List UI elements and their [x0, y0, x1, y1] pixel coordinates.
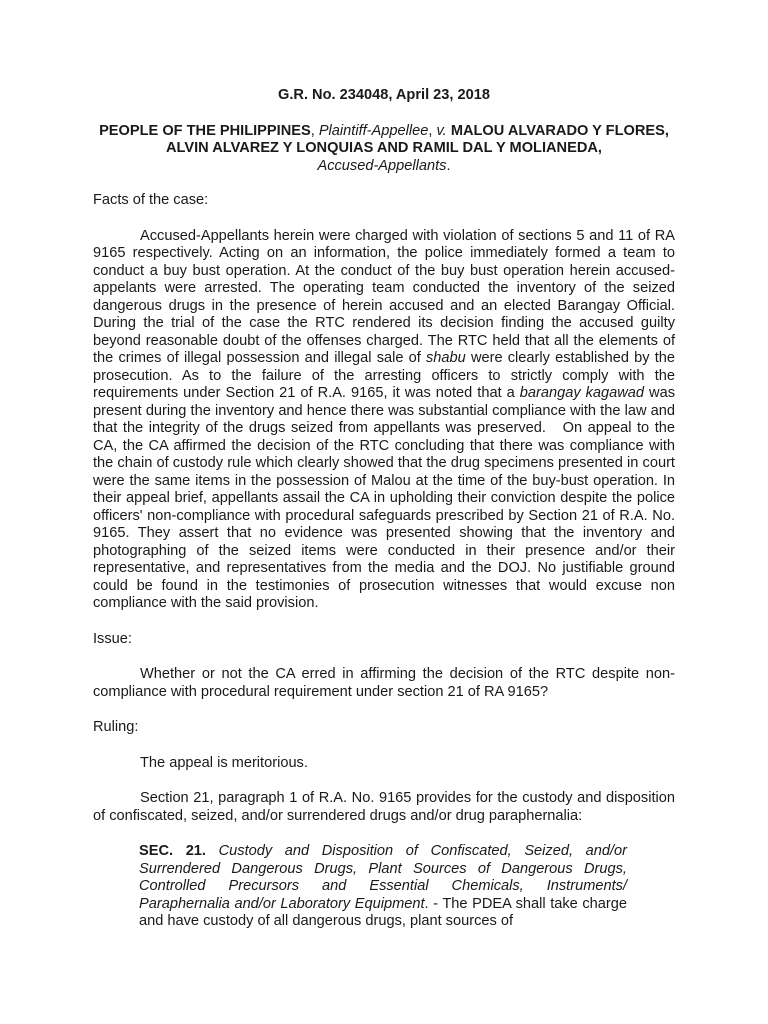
statute-quote-block — [139, 843, 627, 931]
facts-text-part3: was present during the inventory and hence there was substantial compliance with the law and that the integrity of the drugs seized from appellants was preserved. On appeal to the CA, the CA affirmed the decision of the RTC concluding that there was compliance with the chain of custody rule which clearly showed that the drug specimens presented in court were the same items in the possession of Malou at the time of the buy-bust operation. In their appeal brief, appellants assail the CA in upholding their conviction despite the police officers' non-compliance with procedural safeguards prescribed by Section 21 of R.A. No. 9165. They assert that no evidence was presented showing that the inventory and photographing of the seized items were conducted in their presence and/or their representative, and representatives from the media and the DOJ. No justifiable ground could be found in the testimonies of prosecution witnesses that would excuse non compliance with the said provision. — [93, 385, 676, 611]
ruling-heading: Ruling: — [93, 719, 139, 735]
ruling-paragraph-2: Section 21, paragraph 1 of R.A. No. 9165 provides for the custody and disposition of confiscated, seized, and/or surrendered drugs and/or drug paraphernalia: — [93, 790, 675, 824]
plaintiff-role: Plaintiff-Appellee — [318, 122, 429, 139]
case-number-heading: G.R. No. 234048, April 23, 2018 — [278, 87, 490, 103]
issue-heading: Issue: — [93, 630, 132, 647]
facts-text-part2: were clearly established by the prosecution. As to the failure of the arresting officers to strictly comply with the requirements under Section 21 of R.A. 9165, it was noted that a — [93, 350, 676, 401]
section-title: Custody and Disposition of Confiscated, Seized, and/or Surrendered Dangerous Drugs, Plant Sources of Dangerous Drugs, Controlled Precursors and Essential Chemicals, Instruments/ Paraphernalia and/or Laboratory Equipment — [139, 843, 627, 912]
section-text: . - The PDEA shall take charge and have custody of all dangerous drugs, plant sources of — [139, 895, 628, 929]
section-label: SEC. 21. — [139, 843, 206, 859]
caption-end: . — [446, 157, 451, 174]
facts-paragraph — [93, 228, 675, 613]
issue-paragraph: Whether or not the CA erred in affirming the decision of the RTC despite non-compliance with procedural requirement under section 21 of RA 9165? — [93, 666, 675, 700]
versus-label: v. — [436, 122, 447, 139]
facts-text-part1: Accused-Appellants herein were charged with violation of sections 5 and 11 of RA 9165 respectively. Acting on an information, the police immediately formed a team to conduct a buy bust operation. At the conduct of the buy bust operation herein accused-appelants were arrested. The operating team conducted the inventory of the seized dangerous drugs in the presence of herein accused and an elected Barangay Official. During the trial of the case the RTC rendered its decision finding the accused guilty beyond reasonable doubt of the offenses charged. The RTC held that all the elements of the crimes of illegal possession and illegal sale of — [93, 227, 675, 366]
document-page — [93, 87, 675, 931]
facts-term-kagawad: barangay kagawad — [519, 385, 645, 401]
accused-names: MALOU ALVARADO Y FLORES, ALVIN ALVAREZ Y LONQUIAS AND RAMIL DAL Y MOLIANEDA, — [166, 122, 669, 156]
plaintiff-name: PEOPLE OF THE PHILIPPINES — [99, 122, 311, 139]
caption-separator: , — [428, 122, 437, 139]
ruling-paragraph-1: The appeal is meritorious. — [140, 754, 308, 771]
case-caption — [93, 123, 675, 176]
accused-role: Accused-Appellants — [317, 157, 447, 174]
caption-separator: , — [310, 122, 319, 139]
facts-heading: Facts of the case: — [93, 192, 209, 208]
facts-term-shabu: shabu — [426, 350, 466, 366]
